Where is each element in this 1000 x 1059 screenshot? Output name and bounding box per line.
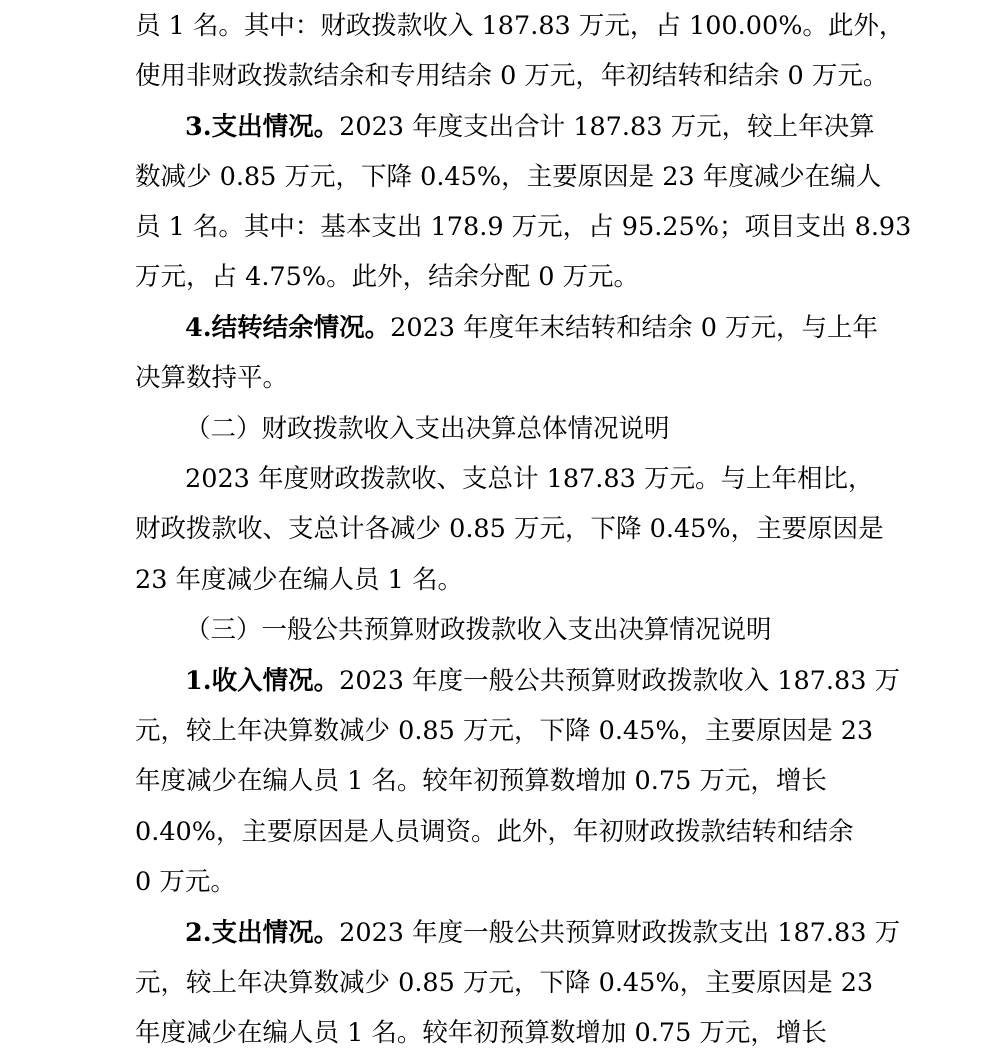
paragraph-line xyxy=(135,815,854,849)
paragraph-line xyxy=(185,462,873,496)
line-text: 23 年度减少在编人员 1 名。 xyxy=(135,565,463,595)
line-text: 2023 年度一般公共预算财政拨款支出 187.83 万 xyxy=(339,918,901,948)
subsection-title-text: （三）一般公共预算财政拨款收入支出决算情况说明 xyxy=(185,615,772,645)
paragraph-line xyxy=(135,764,827,798)
paragraph-line xyxy=(185,916,900,950)
paragraph-line xyxy=(135,260,639,294)
section-heading: 2.支出情况。 xyxy=(185,918,340,948)
paragraph-line xyxy=(135,1016,827,1050)
paragraph-line xyxy=(135,714,873,748)
line-text: 2023 年度一般公共预算财政拨款收入 187.83 万 xyxy=(339,666,901,696)
line-text: 元，较上年决算数减少 0.85 万元，下降 0.45%，主要原因是 23 xyxy=(135,968,874,998)
line-text: 2023 年度支出合计 187.83 万元，较上年决算 xyxy=(339,112,875,142)
line-text: 元，较上年决算数减少 0.85 万元，下降 0.45%，主要原因是 23 xyxy=(135,716,874,746)
line-text: 员 1 名。其中：基本支出 178.9 万元，占 95.25%；项目支出 8.93 xyxy=(135,212,912,242)
subsection-title xyxy=(185,412,670,446)
line-text: 决算数持平。 xyxy=(135,363,289,393)
line-text: 0.40%，主要原因是人员调资。此外，年初财政拨款结转和结余 xyxy=(135,817,854,847)
paragraph-line xyxy=(135,59,888,93)
section-heading: 4.结转结余情况。 xyxy=(185,313,391,343)
line-text: 0 万元。 xyxy=(135,867,236,897)
line-text: 2023 年度年末结转和结余 0 万元，与上年 xyxy=(390,313,879,343)
paragraph-line xyxy=(185,311,878,345)
section-heading: 3.支出情况。 xyxy=(185,112,340,142)
line-text: 2023 年度财政拨款收、支总计 187.83 万元。与上年相比， xyxy=(185,464,874,494)
section-heading: 1.收入情况。 xyxy=(185,666,340,696)
line-text: 使用非财政拨款结余和专用结余 0 万元，年初结转和结余 0 万元。 xyxy=(135,61,889,91)
paragraph-line xyxy=(135,210,911,244)
paragraph-line xyxy=(135,512,884,546)
paragraph-line xyxy=(135,361,288,395)
line-text: 员 1 名。其中：财政拨款收入 187.83 万元，占 100.00%。此外， xyxy=(135,11,905,41)
line-text: 年度减少在编人员 1 名。较年初预算数增加 0.75 万元，增长 xyxy=(135,1018,827,1048)
paragraph-line xyxy=(135,563,463,597)
line-text: 数减少 0.85 万元，下降 0.45%，主要原因是 23 年度减少在编人 xyxy=(135,162,882,192)
line-text: 年度减少在编人员 1 名。较年初预算数增加 0.75 万元，增长 xyxy=(135,766,827,796)
paragraph-line xyxy=(135,9,904,43)
subsection-title-text: （二）财政拨款收入支出决算总体情况说明 xyxy=(185,414,670,444)
subsection-title xyxy=(185,613,772,647)
line-text: 财政拨款收、支总计各减少 0.85 万元，下降 0.45%，主要原因是 xyxy=(135,514,884,544)
paragraph-line xyxy=(185,664,900,698)
paragraph-line xyxy=(135,160,881,194)
paragraph-line xyxy=(185,110,875,144)
paragraph-line xyxy=(135,865,236,899)
line-text: 万元，占 4.75%。此外，结余分配 0 万元。 xyxy=(135,262,640,292)
paragraph-line xyxy=(135,966,873,1000)
